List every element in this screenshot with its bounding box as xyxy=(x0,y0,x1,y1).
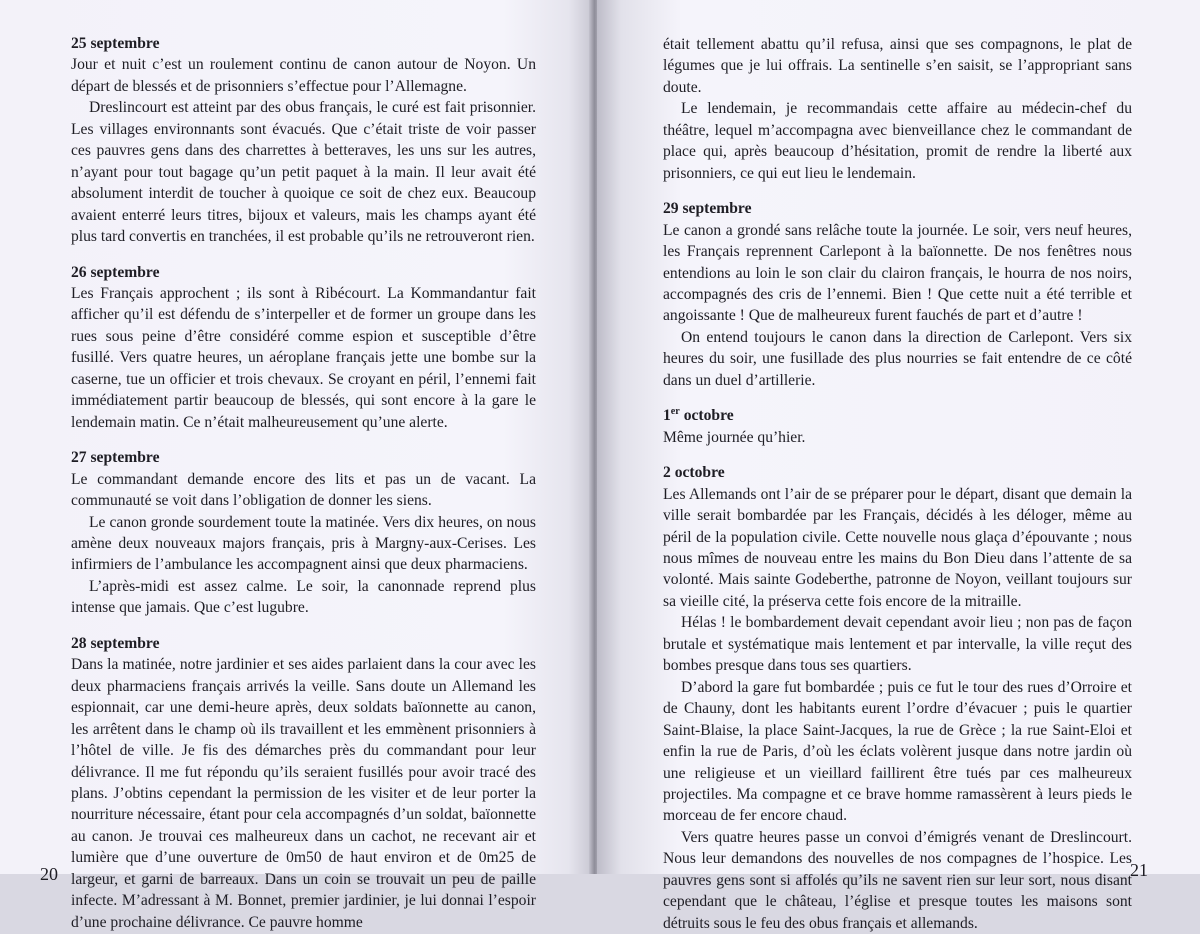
left-text-column xyxy=(71,33,536,933)
entry-date-29-septembre: 29 septembre xyxy=(663,200,752,218)
entry-date-28-septembre: 28 septembre xyxy=(71,634,160,652)
paragraph: On entend toujours le canon dans la direction de Carlepont. Vers six heures du soir, une fusillade des plus nourries se fait entendre de ce côté dans un duel d’artillerie. xyxy=(663,328,1132,389)
paragraph: Le commandant demande encore des lits et pas un de vacant. La communauté se voit dans l’obligation de donner les siens. xyxy=(71,470,536,510)
paragraph: Jour et nuit c’est un roulement continu de canon autour de Noyon. Un départ de blessés et de prisonniers s’effectue pour l’Allemagne. xyxy=(71,56,536,95)
date-superscript: er xyxy=(670,406,680,418)
paragraph: Hélas ! le bombardement devait cependant avoir lieu ; non pas de façon brutale et systématique mais lentement et par intervalle, la ville reçut des bombes presque dans tous ses quartiers. xyxy=(663,614,1132,675)
entry-date-27-septembre: 27 septembre xyxy=(71,449,160,467)
right-page xyxy=(597,0,1200,932)
paragraph: Le canon a grondé sans relâche toute la journée. Le soir, vers neuf heures, les Français reprennent Carlepont à la baïonnette. De nos fenêtres nous entendions au loin le son clair du clairon français, le hourra de nos noirs, accompagnés des cris de l’ennemi. Bien ! Que cette nuit a été terrible et angoissante ! Que de malheureux furent fauchés de part et d’autre ! xyxy=(663,221,1132,325)
paragraph: Les Allemands ont l’air de se préparer pour le départ, disant que demain la ville serait bombardée par les Français, décidés à les déloger, même au péril de la population civile. Cette nouvelle nous glaça d’épouvante ; nous nous mîmes de nouveau entre les mains du Bon Dieu dans l’attente de sa volonté. Mais sainte Godeberthe, patronne de Noyon, veillant toujours sur sa vieille cité, la préserva cette fois encore de la mitraille. xyxy=(663,485,1132,610)
paragraph: Vers quatre heures passe un convoi d’émigrés venant de Dreslincourt. Nous leur demandons des nouvelles de nos compagnes de l’hospice. Les pauvres gens sont si affolés qu’ils ne savent rien sur leur sort, nous disant cependant que le château, l’église et presque toutes les maisons sont détruits sous le feu des obus français et allemands. xyxy=(663,828,1132,932)
entry-date-2-octobre: 2 octobre xyxy=(663,464,725,482)
entry-date-25-septembre: 25 septembre xyxy=(71,35,160,52)
paragraph: D’abord la gare fut bombardée ; puis ce fut le tour des rues d’Orroire et de Chauny, dont les habitants eurent l’ordre d’évacuer ; puis le quartier Saint-Blaise, la place Saint-Jacques, la rue de Grèce ; la rue Saint-Eloi et enfin la rue de Paris, d’où les éclats volèrent jusque dans notre jardin où une religieuse et un vieillard faillirent être tués par ces malheureux projectiles. Ma compagne et ce brave homme ramassèrent à leurs pieds le morceau de fer encore chaud. xyxy=(663,678,1132,825)
paragraph: était tellement abattu qu’il refusa, ainsi que ses compagnons, le plat de légumes que je lui offrais. La sentinelle s’en saisit, se l’appropriant sans doute. xyxy=(663,36,1132,96)
date-month: octobre xyxy=(679,407,734,425)
paragraph: Dreslincourt est atteint par des obus français, le curé est fait prisonnier. Les villages environnants sont évacués. Que c’était triste de voir passer ces pauvres gens dans des charrettes à betteraves, les uns sur les autres, n’ayant pour tout bagage qu’un petit paquet à la main. Il leur avait été absolument interdit de toucher à quoique ce soit de chez eux. Beaucoup avaient enterré leurs titres, bijoux et valeurs, mais les champs ayant été plus tard convertis en tranchées, il est probable qu’ils ne retrouveront rien. xyxy=(71,99,536,246)
paragraph: Même journée qu’hier. xyxy=(663,428,806,446)
paragraph: Le canon gronde sourdement toute la matinée. Vers dix heures, on nous amène deux nouveaux majors français, pris à Margny-aux-Cerises. Les infirmiers de l’ambulance les accompagnent ainsi que deux pharmaciens. xyxy=(71,513,536,574)
paragraph: Dans la matinée, notre jardinier et ses aides parlaient dans la cour avec les deux pharmaciens français arrivés la veille. Sans doute un Allemand les espionnait, car une demi-heure après, deux soldats baïonnette au canon, les arrêtent dans le champ où ils travaillent et les emmènent prisonniers à l’hôtel de ville. Je fis des démarches près du commandant pour leur délivrance. Il me fut répondu qu’ils seraient fusillés pour avoir tracé des plans. J’obtins cependant la permission de les visiter et de leur porter la nourriture nécessaire, étant pour cela accompagnés d’un soldat, baïonnette au canon. Je trouvai ces malheureux dans un cachot, ne recevant air et lumière que d’une ouverture de 0m50 de haut environ et de 0m25 de largeur, et garni de barreaux. Dans un coin se trouvait un peu de paille infecte. M’adressant à M. Bonnet, premier jardinier, je lui donnai l’espoir d’une prochaine délivrance. Ce pauvre homme xyxy=(71,656,536,931)
right-text-column xyxy=(663,34,1132,934)
page-number-left: 20 xyxy=(40,864,58,884)
entry-date-1er-octobre xyxy=(663,405,1132,426)
page-number-right: 21 xyxy=(1130,860,1148,880)
date-number: 1 xyxy=(663,407,671,425)
left-page xyxy=(0,0,592,931)
paragraph: Les Français approchent ; ils sont à Ribécourt. La Kommandantur fait afficher qu’il est défendu de s’interpeller et de former un groupe dans les rues sous peine d’être considéré comme espion et susceptible d’être fusillé. Vers quatre heures, un aéroplane français jette une bombe sur la caserne, tue un officier et trois chevaux. Se croyant en péril, l’ennemi fait immédiatement partir beaucoup de blessés, qui sont encore à la gare le lendemain matin. Ce n’était malheureusement qu’une alerte. xyxy=(71,284,536,431)
paragraph: Le lendemain, je recommandais cette affaire au médecin-chef du théâtre, lequel m’accompagna avec bienveillance chez le commandant de place qui, après beaucoup d’hésitation, promit de rendre la liberté aux prisonniers, ce qui eut lieu le lendemain. xyxy=(663,100,1132,182)
paragraph: L’après-midi est assez calme. Le soir, la canonnade reprend plus intense que jamais. Que c’est lugubre. xyxy=(71,577,536,617)
entry-date-26-septembre: 26 septembre xyxy=(71,263,160,281)
